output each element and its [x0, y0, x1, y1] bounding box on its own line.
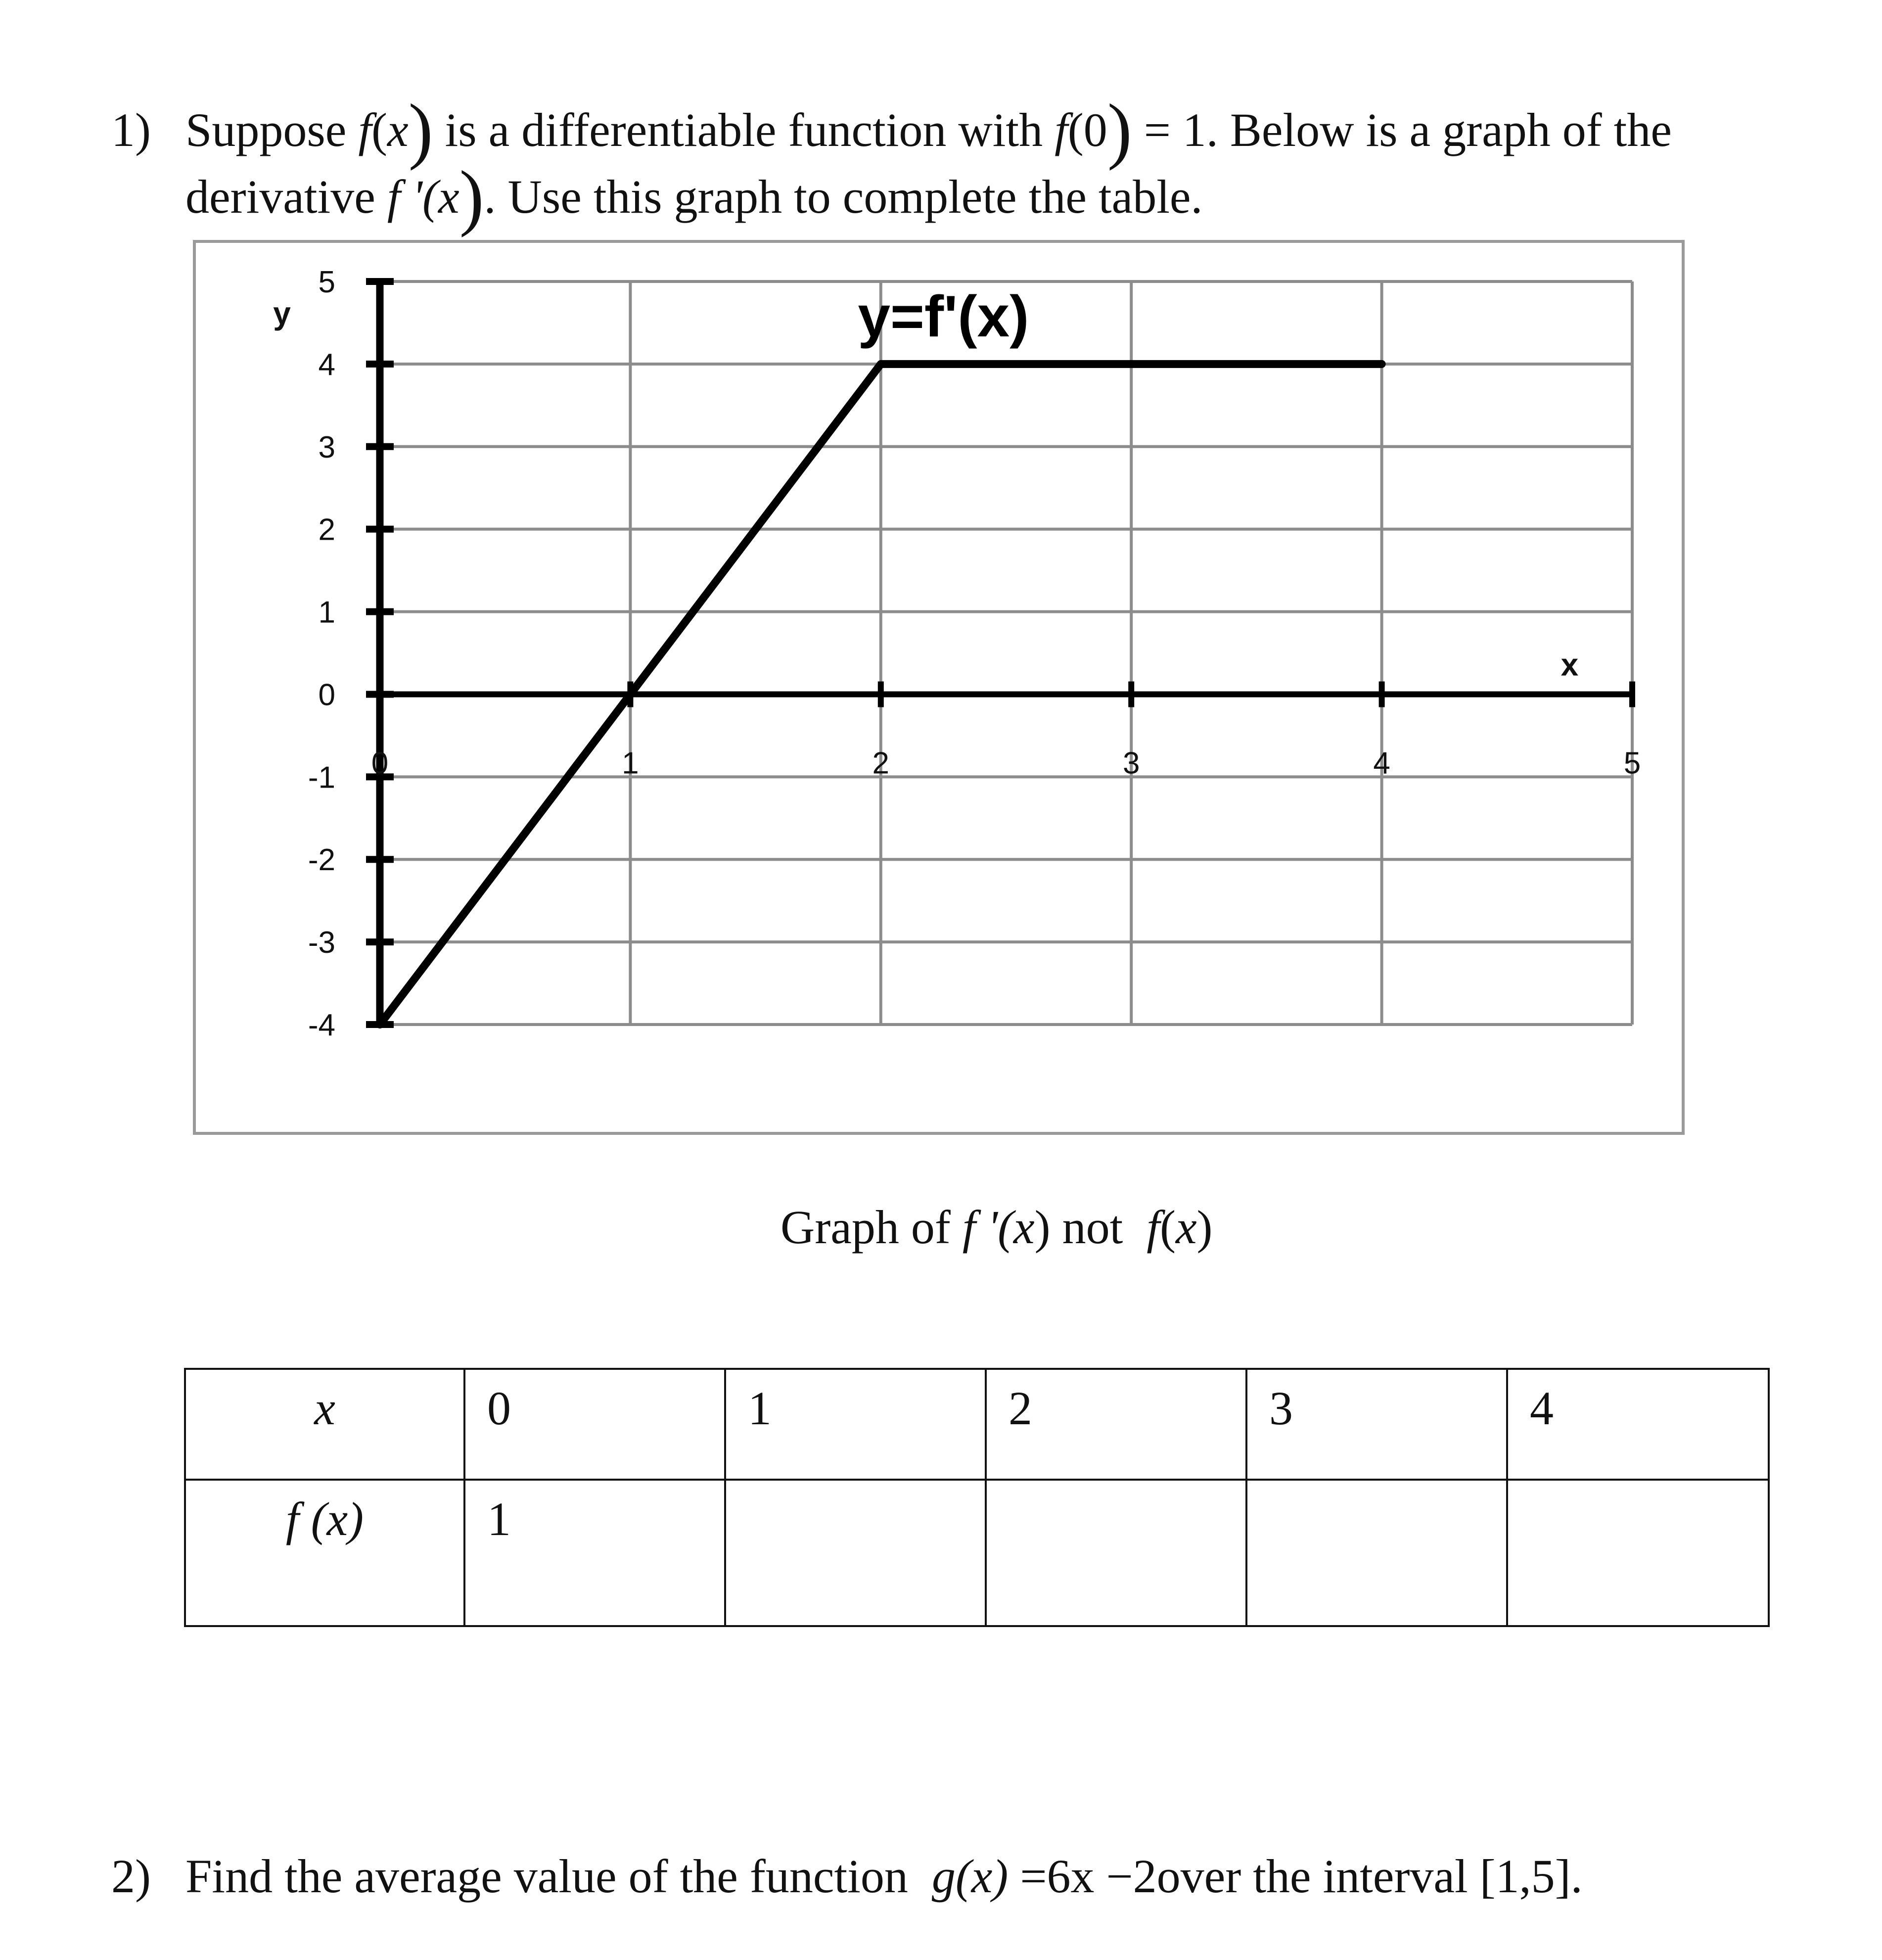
q1-big-paren: ) — [408, 89, 433, 171]
y-tick-label: 5 — [318, 265, 335, 299]
function-value-table — [184, 1368, 1770, 1627]
x-tick-label: 5 — [1623, 746, 1641, 781]
x-value-cell: 4 — [1507, 1369, 1769, 1480]
y-axis-label: y — [273, 295, 291, 331]
x-tick-label: 3 — [1122, 746, 1140, 781]
fx-value-cell[interactable] — [986, 1480, 1246, 1626]
q1-below-text: = 1. Below is a graph of the — [1144, 103, 1672, 156]
x-header-cell — [185, 1369, 464, 1480]
fx-value-cell: 1 — [464, 1480, 725, 1626]
graph-caption — [780, 1200, 1213, 1255]
caption-close1: ) — [1034, 1201, 1051, 1254]
caption-open2: ( — [1159, 1201, 1176, 1254]
x-value-cell: 3 — [1246, 1369, 1507, 1480]
y-tick-label: 4 — [318, 347, 335, 382]
question-1-number: 1) — [111, 103, 151, 156]
y-tick-label: 1 — [318, 595, 335, 630]
y-tick-label: -3 — [308, 926, 335, 960]
caption-x2: x — [1175, 1201, 1197, 1254]
caption-f-symbol: f — [1147, 1201, 1160, 1254]
q1-fprime-x: x — [438, 170, 459, 223]
caption-close2: ) — [1196, 1201, 1213, 1254]
y-tick-label: 3 — [318, 430, 335, 465]
question-1-line-1 — [111, 89, 1672, 171]
q2-eq: =6x — [1020, 1850, 1095, 1903]
x-tick-label: 4 — [1373, 746, 1390, 781]
fx-header-cell — [185, 1480, 464, 1626]
q1-differentiable-text: is a differentiable function with — [445, 103, 1043, 156]
table-row-x — [185, 1369, 1769, 1480]
q1-paren: ( — [371, 103, 387, 156]
fx-value-cell[interactable] — [725, 1480, 986, 1626]
x-axis-label: x — [1561, 647, 1579, 683]
x-tick-label: 1 — [622, 746, 639, 781]
y-tick-label: 0 — [318, 678, 335, 712]
q1-f0-arg: (0 — [1067, 103, 1107, 156]
y-tick-label: -4 — [308, 1008, 335, 1042]
x-tick-label: 0 — [371, 746, 389, 781]
question-1-line-2 — [185, 156, 1203, 238]
q1-derivative-text: derivative — [185, 170, 375, 223]
q2-minus: −2 — [1106, 1850, 1157, 1903]
derivative-chart — [193, 240, 1692, 1145]
q1-f0-big-paren: ) — [1107, 89, 1132, 171]
q2-text: Find the average value of the function — [185, 1850, 908, 1903]
x-header-text: x — [314, 1382, 335, 1435]
fx-header-text: f (x) — [285, 1493, 364, 1545]
x-tick-label: 2 — [872, 746, 890, 781]
y-tick-label: -2 — [308, 843, 335, 878]
chart-frame — [194, 241, 1683, 1133]
q1-fprime-symbol: f '( — [387, 170, 438, 223]
x-value-cell: 1 — [725, 1369, 986, 1480]
q1-fprime-big-paren: ) — [459, 156, 484, 238]
y-tick-label: -1 — [308, 760, 335, 795]
q1-f0-symbol: f — [1055, 103, 1068, 156]
chart-title: y=f'(x) — [858, 284, 1029, 349]
caption-x1: x — [1013, 1201, 1035, 1254]
q1-f-symbol: f — [358, 103, 372, 156]
q2-interval-text: over the interval [1,5]. — [1156, 1850, 1583, 1903]
q1-use-graph-text: . Use this graph to complete the table. — [484, 170, 1203, 223]
fx-value-cell[interactable] — [1507, 1480, 1769, 1626]
fx-value-cell[interactable] — [1246, 1480, 1507, 1626]
caption-not: not — [1062, 1201, 1123, 1254]
question-2-number: 2) — [111, 1850, 151, 1903]
question-2 — [111, 1850, 1583, 1903]
caption-fprime-symbol: f '( — [962, 1201, 1014, 1254]
table-row-fx — [185, 1480, 1769, 1626]
x-value-cell: 2 — [986, 1369, 1246, 1480]
q1-suppose-text: Suppose — [185, 103, 347, 156]
q1-x-symbol: x — [387, 103, 409, 156]
x-value-cell: 0 — [464, 1369, 725, 1480]
caption-graph-of: Graph of — [780, 1201, 951, 1254]
y-tick-label: 2 — [318, 513, 335, 547]
q2-gx: g(x) — [931, 1850, 1009, 1903]
